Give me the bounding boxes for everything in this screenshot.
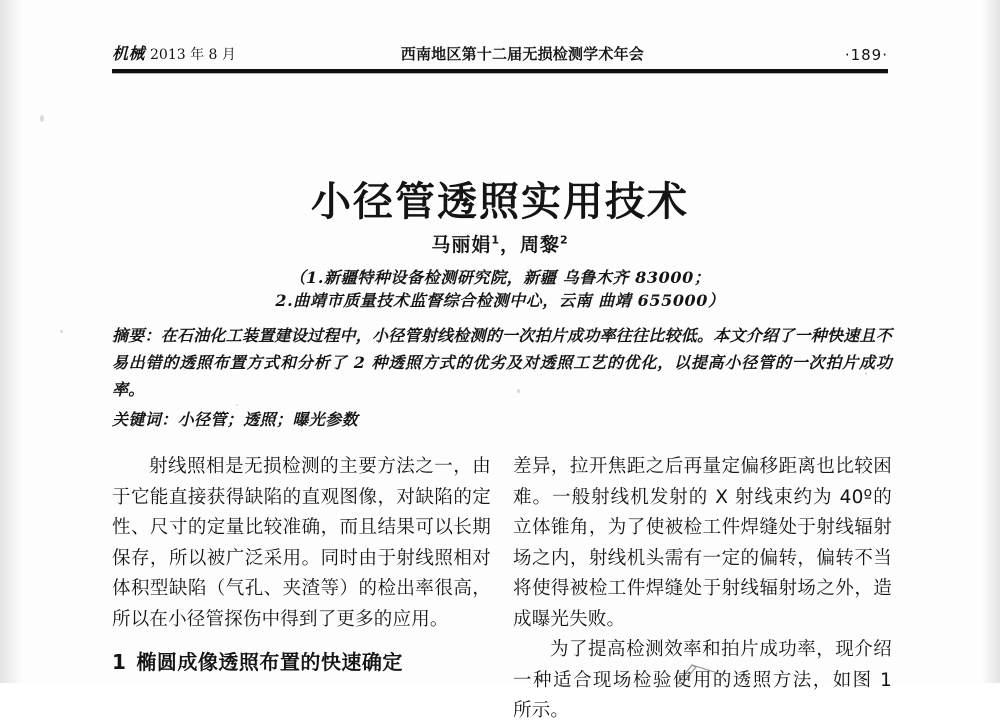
scan-speck bbox=[40, 115, 44, 122]
keywords-block bbox=[112, 407, 892, 430]
author-separator: ，周黎 bbox=[500, 234, 561, 256]
section-number: 1 bbox=[112, 650, 127, 674]
scan-speck bbox=[60, 330, 63, 333]
section-title: 椭圆成像透照布置的快速确定 bbox=[136, 650, 403, 674]
scan-edge-smudge bbox=[982, 0, 1000, 683]
figure-1-partial-artifact bbox=[672, 662, 732, 684]
journal-date: 2013 年 8 月 bbox=[150, 47, 236, 63]
journal-label bbox=[112, 41, 236, 64]
affiliation-line-2: 2.曲靖市质量技术监督综合检测中心，云南 曲靖 655000） bbox=[275, 291, 725, 310]
right-paragraph-1: 差异，拉开焦距之后再量定偏移距离也比较困难。一般射线机发射的 X 射线束约为 40º的立体锥角，为了使被检工件焊缝处于射线辐射场之内，射线机头需有一定的偏转，偏转不当将使得被检工件焊缝处于射线辐射场之外，造成曝光失败。 bbox=[513, 456, 892, 630]
conference-title: 西南地区第十二届无损检测学术年会 bbox=[400, 45, 644, 63]
section-heading-1 bbox=[112, 647, 491, 678]
right-column bbox=[513, 452, 892, 721]
keywords-label: 关键词： bbox=[112, 410, 178, 429]
running-head bbox=[112, 38, 888, 64]
right-paragraph-2: 为了提高检测效率和拍片成功率，现介绍一种适合现场检验使用的透照方法，如图 1 所示。 bbox=[513, 639, 892, 721]
page-number: ·189· bbox=[844, 46, 888, 64]
scan-edge-smudge bbox=[0, 0, 22, 683]
abstract-label: 摘要： bbox=[112, 326, 161, 345]
abstract-block bbox=[112, 322, 892, 403]
author-two-affiliation-marker: 2 bbox=[560, 233, 569, 247]
affiliation-line-1: （1.新疆特种设备检测研究院，新疆 乌鲁木齐 83000； bbox=[289, 268, 711, 287]
journal-name: 机械 bbox=[112, 44, 146, 63]
author-one: 马丽娟 bbox=[431, 234, 492, 256]
abstract-text: 在石油化工装置建设过程中，小径管射线检测的一次拍片成功率往往比较低。本文介绍了一种快速且不易出错的透照布置方式和分析了 2 种透照方式的优劣及对透照工艺的优化，以提高小径管的一次拍片成功率。 bbox=[112, 326, 892, 399]
header-rule bbox=[112, 69, 888, 73]
left-column bbox=[112, 452, 491, 683]
body-columns bbox=[112, 452, 892, 721]
left-paragraph-1: 射线照相是无损检测的主要方法之一，由于它能直接获得缺陷的直观图像，对缺陷的定性、尺寸的定量比较准确，而且结果可以长期保存，所以被广泛采用。同时由于射线照相对体积型缺陷（气孔、夹渣等）的检出率很高，所以在小径管探伤中得到了更多的应用。 bbox=[112, 456, 491, 630]
paper-title: 小径管透照实用技术 bbox=[311, 178, 689, 225]
keywords-text: 小径管；透照；曝光参数 bbox=[177, 410, 359, 429]
scan-speck bbox=[236, 404, 238, 406]
author-one-affiliation-marker: 1 bbox=[491, 233, 500, 247]
author-list bbox=[0, 230, 1000, 257]
